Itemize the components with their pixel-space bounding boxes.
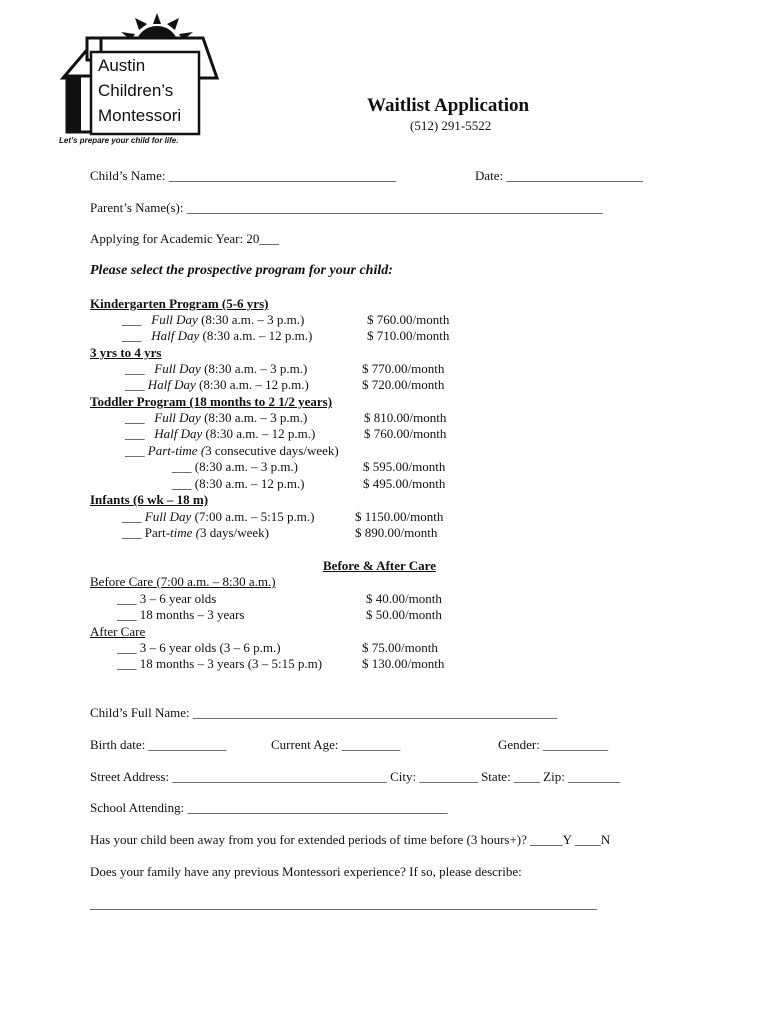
toddler-heading: Toddler Program (18 months to 2 1/2 years) bbox=[90, 394, 333, 409]
child-name-field[interactable]: Child’s Name: ___________________________________ bbox=[90, 168, 397, 183]
page-title: Waitlist Application bbox=[367, 95, 530, 116]
after-care-option-1[interactable]: ___ 3 – 6 year olds (3 – 6 p.m.) bbox=[117, 640, 281, 655]
house-sun-logo-icon bbox=[55, 10, 225, 150]
toddler-part-time-option[interactable] bbox=[125, 443, 339, 459]
option-hours: (7:00 a.m. – 5:15 p.m.) bbox=[194, 509, 315, 524]
parents-name-field[interactable]: Parent’s Name(s): ________________________________________________________________ bbox=[90, 200, 603, 215]
toddler-part-time-half-price: $ 495.00/month bbox=[363, 476, 446, 491]
before-care-option-1[interactable]: ___ 3 – 6 year olds bbox=[117, 591, 217, 606]
street-address-field[interactable]: Street Address: _________________________________ City: _________ State: ____ Zip: ________ bbox=[90, 769, 621, 784]
logo-tagline: Let’s prepare your child for life. bbox=[59, 136, 179, 145]
after-care-option-2[interactable]: ___ 18 months – 3 years (3 – 5:15 p.m) bbox=[117, 656, 323, 671]
academic-year-field[interactable]: Applying for Academic Year: 20___ bbox=[90, 231, 279, 246]
option-blank: ___ bbox=[125, 410, 145, 425]
kindergarten-half-day-price: $ 710.00/month bbox=[367, 328, 450, 343]
infants-part-time-option[interactable] bbox=[122, 525, 269, 541]
option-blank: ___ bbox=[125, 361, 145, 376]
toddler-half-day-option[interactable] bbox=[125, 426, 315, 442]
montessori-question: Does your family have any previous Montessori experience? If so, please describe: bbox=[90, 864, 522, 879]
option-blank: ___ bbox=[122, 509, 142, 524]
option-hours: (8:30 a.m. – 3 p.m.) bbox=[204, 361, 308, 376]
logo-line-2: Children’s bbox=[98, 81, 174, 100]
option-blank: ___ bbox=[125, 426, 145, 441]
before-care-option-2[interactable]: ___ 18 months – 3 years bbox=[117, 607, 245, 622]
logo-line-1: Austin bbox=[98, 56, 146, 75]
kindergarten-full-day-option[interactable] bbox=[122, 312, 304, 328]
option-hours: 3 consecutive days/week) bbox=[205, 443, 339, 458]
describe-line[interactable]: ______________________________________________________________________________ bbox=[90, 896, 597, 911]
three-four-half-day-price: $ 720.00/month bbox=[362, 377, 445, 392]
three-four-half-day-option[interactable] bbox=[125, 377, 309, 393]
toddler-half-day-price: $ 760.00/month bbox=[364, 426, 447, 441]
logo-line-3: Montessori bbox=[98, 106, 182, 125]
infants-heading: Infants (6 wk – 18 m) bbox=[90, 492, 209, 507]
option-hours: (8:30 a.m. – 3 p.m.) bbox=[201, 312, 305, 327]
infants-full-day-price: $ 1150.00/month bbox=[355, 509, 444, 524]
option-hours: (8:30 a.m. – 12 p.m.) bbox=[202, 328, 313, 343]
three-four-heading: 3 yrs to 4 yrs bbox=[90, 345, 162, 360]
option-blank: ___ bbox=[125, 377, 145, 392]
before-care-heading: Before Care (7:00 a.m. – 8:30 a.m.) bbox=[90, 574, 276, 589]
option-type: Part-time ( bbox=[147, 443, 206, 458]
option-type: Full Day bbox=[154, 361, 201, 376]
option-blank: ___ bbox=[125, 443, 145, 458]
option-blank: ___ bbox=[122, 312, 142, 327]
option-type: Half Day bbox=[154, 426, 203, 441]
option-blank: ___ bbox=[122, 328, 142, 343]
toddler-full-day-price: $ 810.00/month bbox=[364, 410, 447, 425]
toddler-part-time-half-option[interactable]: ___ (8:30 a.m. – 12 p.m.) bbox=[172, 476, 305, 491]
school-logo bbox=[55, 10, 225, 150]
care-heading: Before & After Care bbox=[323, 558, 436, 573]
before-care-price-2: $ 50.00/month bbox=[366, 607, 442, 622]
option-hours: (8:30 a.m. – 12 p.m.) bbox=[199, 377, 309, 392]
birth-date-field[interactable]: Birth date: ____________ bbox=[90, 737, 227, 752]
after-care-price-2: $ 130.00/month bbox=[362, 656, 445, 671]
infants-part-time-price: $ 890.00/month bbox=[355, 525, 438, 540]
kindergarten-heading: Kindergarten Program (5-6 yrs) bbox=[90, 296, 269, 311]
option-type: Full Day bbox=[154, 410, 201, 425]
after-care-price-1: $ 75.00/month bbox=[362, 640, 438, 655]
option-hours: (8:30 a.m. – 3 p.m.) bbox=[204, 410, 308, 425]
option-type: Half Day bbox=[147, 377, 196, 392]
three-four-full-day-price: $ 770.00/month bbox=[362, 361, 445, 376]
option-hours: 3 days/week) bbox=[200, 525, 269, 540]
program-prompt: Please select the prospective program for your child: bbox=[90, 263, 393, 278]
toddler-part-time-full-option[interactable]: ___ (8:30 a.m. – 3 p.m.) bbox=[172, 459, 299, 474]
phone-number: (512) 291-5522 bbox=[410, 118, 492, 133]
kindergarten-half-day-option[interactable] bbox=[122, 328, 312, 344]
toddler-full-day-option[interactable] bbox=[125, 410, 307, 426]
gender-field[interactable]: Gender: __________ bbox=[498, 737, 609, 752]
toddler-part-time-full-price: $ 595.00/month bbox=[363, 459, 446, 474]
option-type: Full Day bbox=[144, 509, 192, 524]
school-attending-field[interactable]: School Attending: ________________________________________ bbox=[90, 800, 448, 815]
date-field[interactable]: Date: _____________________ bbox=[475, 168, 643, 183]
kindergarten-full-day-price: $ 760.00/month bbox=[367, 312, 450, 327]
option-type: Full Day bbox=[151, 312, 198, 327]
option-type: time ( bbox=[170, 525, 200, 540]
before-care-price-1: $ 40.00/month bbox=[366, 591, 442, 606]
infants-full-day-option[interactable] bbox=[122, 509, 314, 525]
away-question[interactable]: Has your child been away from you for extended periods of time before (3 hours+)? _____Y ____N bbox=[90, 832, 611, 847]
three-four-full-day-option[interactable] bbox=[125, 361, 307, 377]
current-age-field[interactable]: Current Age: _________ bbox=[271, 737, 401, 752]
option-type: Half Day bbox=[151, 328, 200, 343]
option-hours: (8:30 a.m. – 12 p.m.) bbox=[205, 426, 316, 441]
option-label: ___ Part- bbox=[122, 525, 171, 540]
after-care-heading: After Care bbox=[90, 624, 146, 639]
child-full-name-field[interactable]: Child’s Full Name: ________________________________________________________ bbox=[90, 705, 557, 720]
